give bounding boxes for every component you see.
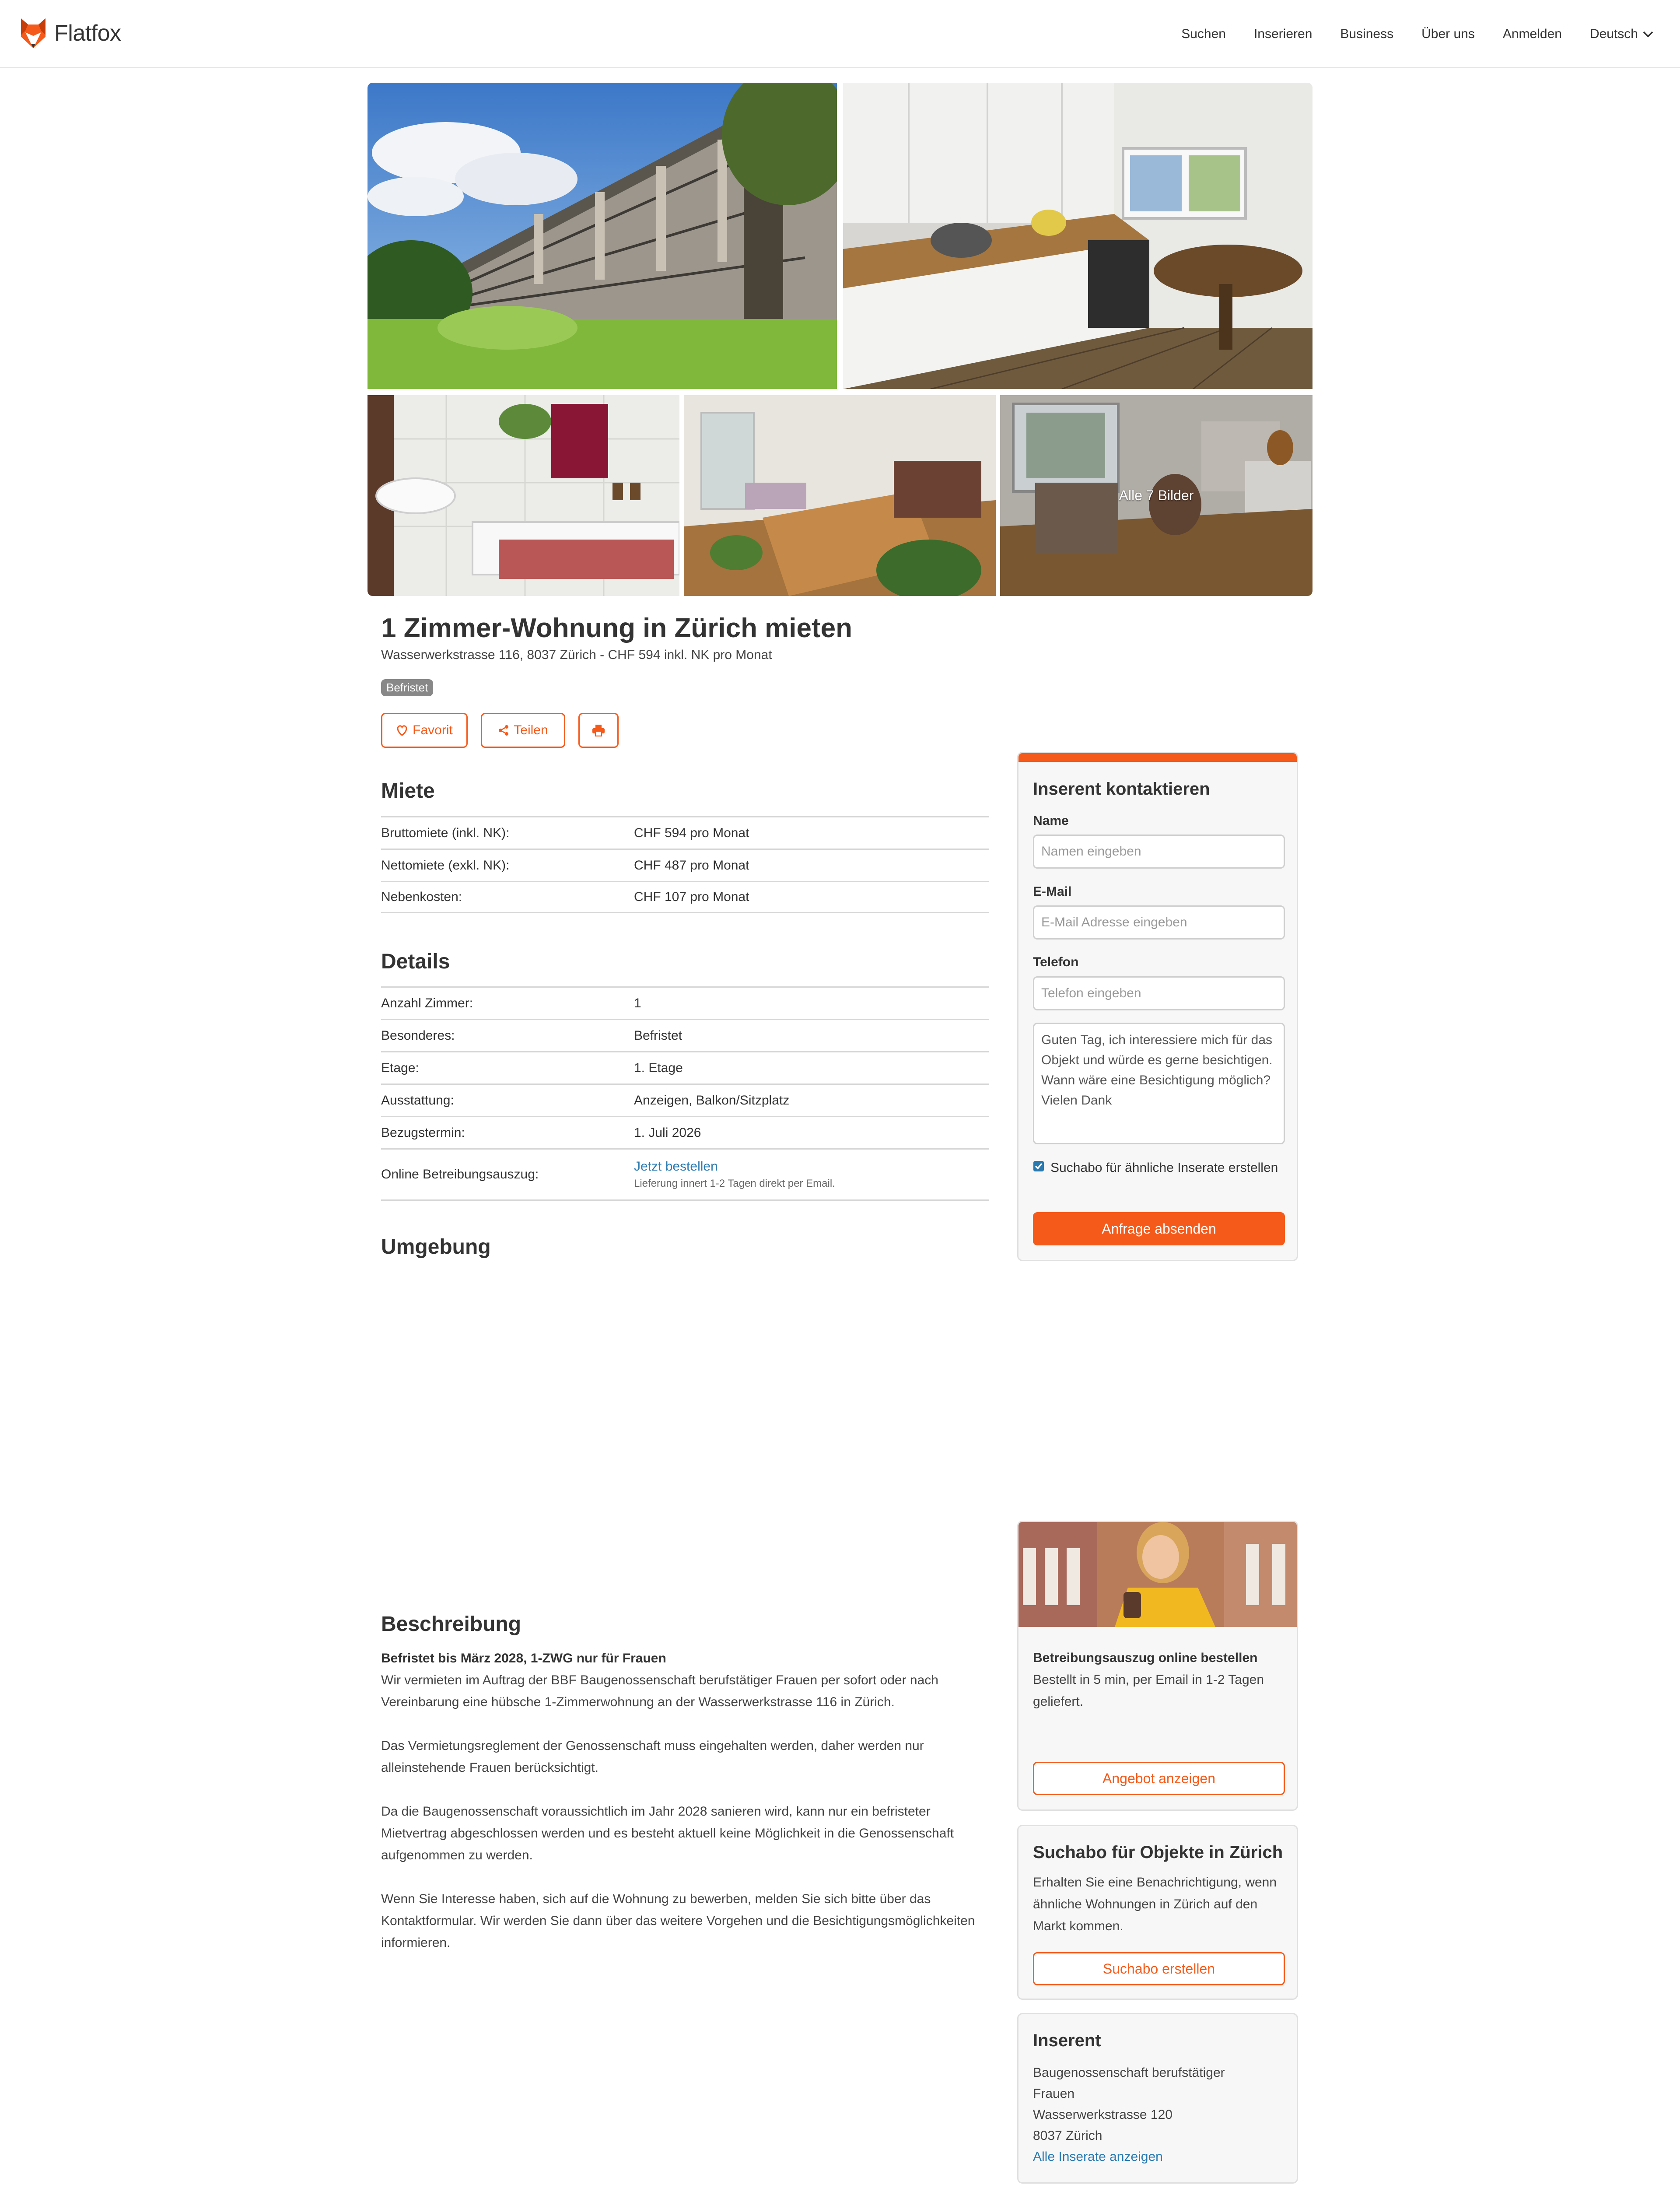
description-paragraph: Da die Baugenossenschaft voraussichtlich im Jahr 2028 sanieren wird, kann nur ein befristeter Mietvertrag abgeschlossen werden und es besteht aktuell keine Möglichkeit in die Genossenschaft aufgenommen zu werden. — [381, 1804, 954, 1862]
photo-room[interactable] — [1000, 395, 1312, 596]
all-photos-button[interactable]: Alle 7 Bilder — [1000, 395, 1312, 596]
status-badge: Befristet — [381, 679, 433, 696]
checkbox-checked-icon[interactable] — [1033, 1161, 1044, 1172]
debt-extract-card — [1017, 1521, 1298, 1811]
card-accent-bar — [1018, 753, 1297, 762]
language-label: Deutsch — [1589, 27, 1638, 41]
phone-label: Telefon — [1033, 955, 1079, 969]
listing-address: Wasserwerkstrasse 116, 8037 Zürich - CHF 594 inkl. NK pro Monat — [381, 648, 772, 662]
fox-icon — [19, 18, 47, 49]
print-button[interactable] — [578, 713, 619, 748]
search-card-title: Suchabo für Objekte in Zürich — [1033, 1843, 1283, 1862]
debt-card-text: Bestellt in 5 min, per Email in 1-2 Tagen geliefert. — [1033, 1673, 1264, 1709]
show-offer-button[interactable]: Angebot anzeigen — [1033, 1762, 1285, 1795]
share-label: Teilen — [514, 723, 548, 737]
row-value: 1 — [634, 996, 641, 1010]
row-value — [634, 1159, 989, 1190]
row-label: Bruttomiete (inkl. NK): — [381, 825, 510, 840]
description-body — [381, 1648, 989, 1976]
table-row — [381, 986, 989, 1019]
row-label: Bezugstermin: — [381, 1125, 465, 1140]
main-nav — [1153, 0, 1654, 68]
row-label: Anzahl Zimmer: — [381, 996, 473, 1010]
contact-heading: Inserent kontaktieren — [1033, 779, 1210, 799]
row-label: Nettomiete (exkl. NK): — [381, 858, 510, 873]
row-value: 1. Etage — [634, 1060, 683, 1075]
submit-inquiry-button[interactable]: Anfrage absenden — [1033, 1212, 1285, 1245]
row-value: Anzeigen, Balkon/Sitzplatz — [634, 1093, 790, 1108]
advertiser-address — [1033, 2062, 1225, 2167]
listing-title: 1 Zimmer-Wohnung in Zürich mieten — [381, 613, 853, 643]
advertiser-title: Inserent — [1033, 2031, 1101, 2050]
photo-bathroom[interactable] — [368, 395, 679, 596]
row-label: Etage: — [381, 1060, 419, 1075]
table-row — [381, 1116, 989, 1148]
debt-card-title: Betreibungsauszug online bestellen — [1033, 1651, 1258, 1665]
all-listings-link[interactable]: Alle Inserate anzeigen — [1033, 2149, 1163, 2164]
nav-about[interactable]: Über uns — [1421, 27, 1475, 41]
advertiser-line: Frauen — [1033, 2086, 1075, 2101]
nav-login[interactable]: Anmelden — [1502, 27, 1562, 41]
brand-logo[interactable] — [19, 18, 121, 49]
row-value: CHF 487 pro Monat — [634, 858, 749, 873]
language-dropdown[interactable] — [1590, 27, 1654, 42]
delivery-note: Lieferung innert 1-2 Tagen direkt per Email. — [634, 1178, 835, 1189]
row-label: Ausstattung: — [381, 1093, 454, 1108]
description-paragraph: Wir vermieten im Auftrag der BBF Baugenossenschaft berufstätiger Frauen per sofort oder nach Vereinbarung eine hübsche 1-Zimmerwohnung an der Wasserwerkstrasse 116 in Zürich. — [381, 1673, 938, 1709]
living-room-photo-image — [684, 395, 996, 596]
subscribe-label: Suchabo für ähnliche Inserate erstellen — [1050, 1161, 1278, 1175]
table-row — [381, 816, 989, 849]
row-label: Online Betreibungsauszug: — [381, 1167, 539, 1182]
contact-card — [1017, 752, 1298, 1261]
chevron-down-icon — [1642, 31, 1654, 38]
bathroom-photo-image — [368, 395, 679, 596]
name-label: Name — [1033, 813, 1069, 828]
table-row — [381, 881, 989, 913]
description-paragraph: Das Vermietungsreglement der Genossenschaft muss eingehalten werden, daher werden nur alleinstehende Frauen berücksichtigt. — [381, 1739, 924, 1775]
description-lead: Befristet bis März 2028, 1-ZWG nur für Frauen — [381, 1651, 666, 1666]
row-value: Befristet — [634, 1028, 682, 1043]
advertiser-line: 8037 Zürich — [1033, 2128, 1102, 2143]
order-debt-extract-link[interactable]: Jetzt bestellen — [634, 1159, 718, 1174]
favorite-button[interactable] — [381, 713, 468, 748]
table-row — [381, 1051, 989, 1083]
details-table — [381, 986, 989, 1201]
phone-field[interactable]: Telefon eingeben — [1033, 976, 1285, 1010]
photo-building[interactable] — [368, 83, 837, 389]
row-value: 1. Juli 2026 — [634, 1125, 701, 1140]
photo-kitchen[interactable] — [843, 83, 1312, 389]
environment-heading: Umgebung — [381, 1235, 491, 1259]
photo-gallery — [368, 83, 1312, 596]
email-field[interactable]: E-Mail Adresse eingeben — [1033, 905, 1285, 940]
row-label: Besonderes: — [381, 1028, 455, 1043]
advertiser-line: Baugenossenschaft berufstätiger — [1033, 2065, 1225, 2080]
heart-icon — [396, 725, 408, 736]
site-header — [0, 0, 1680, 68]
nav-business[interactable]: Business — [1340, 27, 1394, 41]
message-field[interactable]: Guten Tag, ich interessiere mich für das Objekt und würde es gerne besichtigen. Wann wäre eine Besichtigung möglich? Vielen Dank — [1033, 1023, 1285, 1144]
favorite-label: Favorit — [413, 723, 453, 737]
table-row — [381, 849, 989, 881]
rent-heading: Miete — [381, 779, 435, 803]
nav-search[interactable]: Suchen — [1181, 27, 1226, 41]
share-icon — [498, 725, 509, 736]
kitchen-photo-image — [843, 83, 1312, 389]
share-button[interactable] — [481, 713, 565, 748]
search-alert-card — [1017, 1825, 1298, 2000]
nav-advertise[interactable]: Inserieren — [1253, 27, 1312, 41]
row-value: CHF 594 pro Monat — [634, 825, 749, 840]
advertiser-line: Wasserwerkstrasse 120 — [1033, 2107, 1172, 2122]
details-heading: Details — [381, 950, 450, 973]
rent-table — [381, 816, 989, 913]
photo-living-room[interactable] — [684, 395, 996, 596]
advertiser-card — [1017, 2013, 1298, 2184]
email-label: E-Mail — [1033, 884, 1072, 899]
row-label: Nebenkosten: — [381, 890, 462, 904]
woman-photo-image — [1018, 1522, 1298, 1627]
woman-photo — [1018, 1522, 1298, 1627]
table-row — [381, 1083, 989, 1116]
create-search-alert-button[interactable]: Suchabo erstellen — [1033, 1952, 1285, 1985]
subscribe-checkbox-row[interactable] — [1033, 1158, 1285, 1178]
description-paragraph: Wenn Sie Interesse haben, sich auf die Wohnung zu bewerben, melden Sie sich bitte über das Kontaktformular. Wir werden Sie dann über das weitere Vorgehen und die Besichtigungsmöglichkeiten informieren. — [381, 1892, 975, 1950]
table-row — [381, 1148, 989, 1201]
row-value: CHF 107 pro Monat — [634, 890, 749, 904]
search-card-text: Erhalten Sie eine Benachrichtigung, wenn ähnliche Wohnungen in Zürich auf den Markt kommen. — [1033, 1875, 1277, 1933]
building-photo-image — [368, 83, 837, 389]
printer-icon — [592, 724, 605, 736]
brand-name: Flatfox — [54, 21, 121, 46]
table-row — [381, 1019, 989, 1051]
description-heading: Beschreibung — [381, 1613, 522, 1636]
name-field[interactable]: Namen eingeben — [1033, 835, 1285, 869]
